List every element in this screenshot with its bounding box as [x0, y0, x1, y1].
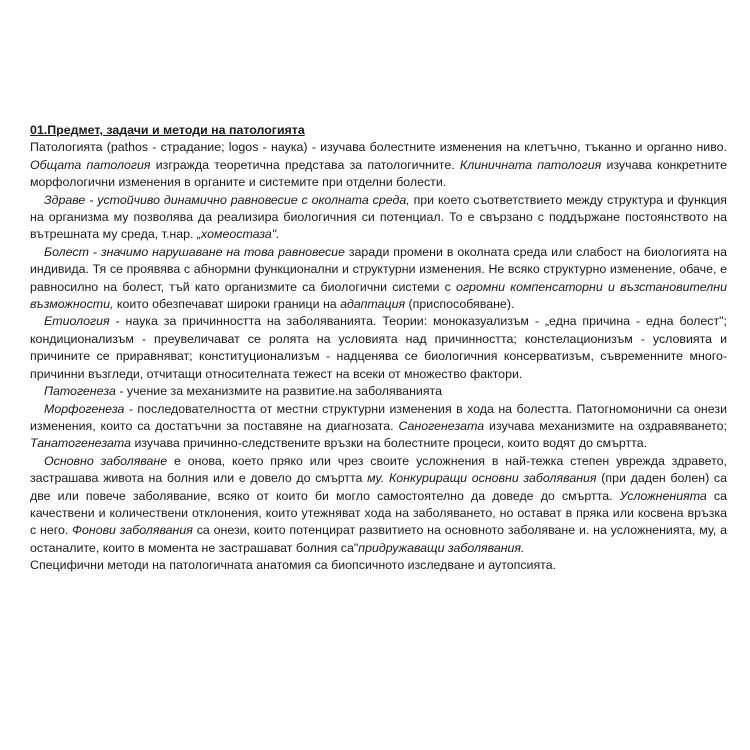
text-run: са качествени и количествени отклонения, които утежняват хода на заболяването, но остават в пряка или косвена връзка с него.: [30, 488, 727, 538]
document-page: [30, 122, 727, 575]
paragraph: [30, 244, 727, 314]
paragraph: [30, 192, 727, 244]
text-run: които обезпечават широки граници на: [113, 297, 341, 312]
text-run: е онова, което пряко или чрез своите усложнения в най-тежка степен уврежда здравето, застрашава живота на болния или е довело до смъртта: [30, 453, 727, 486]
italic-term: Клиничната патология: [459, 157, 602, 172]
italic-term: Патогенеза: [44, 384, 116, 399]
paragraph: [30, 313, 727, 383]
text-run: Патологията (pathos - страдание; logos - наука) - изучава болестните изменения на клетъчно, тъканно и органно ниво.: [30, 140, 727, 155]
text-run: заради промени в околната среда или слабост на биологията на индивида. Тя се проявява с абнормни функционални и структурни изменения. Не всяко структурно изменение, обаче, е равносилно на болест, тъй като организмите са биологични системи с: [30, 244, 727, 294]
italic-term: Етиология: [44, 314, 110, 329]
text-run: изучава механизмите на оздравяването;: [484, 418, 727, 433]
italic-term: адаптация: [340, 297, 406, 312]
paragraph: [30, 453, 727, 557]
text-run: изучава причинно-следствените връзки на болестните процеси, които водят до смъртта.: [131, 436, 648, 451]
text-run: (при даден болен) са две или повече заболявание, всяко от които би могло самостоятелно да доведе до смъртта.: [30, 471, 727, 503]
italic-term: Фонови заболявания: [72, 523, 193, 538]
text-run: - последователността от местни структурни изменения в хода на болестта. Патогномонични са онези изменения, които са достатъчни за поставяне на диагнозата.: [30, 401, 727, 433]
italic-term: „хомеостаза".: [196, 227, 280, 242]
italic-term: Усложненията: [619, 488, 707, 503]
italic-term: Саногенезата: [398, 418, 485, 433]
text-run: при което съответствието между структура и функция на организма му позволява да реализира биологичния си потенциал. То е свързано с поддържане постоянството на вътрешната му среда, т.нар.: [30, 192, 727, 242]
italic-term: Танатогенезата: [30, 436, 131, 451]
text-run: Специфични методи на патологичната анатомия са биопсичното изследване и аутопсията.: [30, 558, 557, 573]
italic-term: Болест - значимо нарушаване на това равновесие: [44, 244, 345, 259]
italic-term: Основно заболяване: [44, 453, 168, 468]
document-title: 01.Предмет, задачи и методи на патологията: [30, 123, 305, 137]
paragraph: [30, 557, 727, 574]
paragraph: [30, 383, 727, 400]
text-run: - учение за механизмите на развитие.на заболяванията: [115, 384, 442, 399]
italic-term: Здраве - устойчиво динамично равновесие с околната среда,: [44, 192, 410, 207]
text-run: - наука за причинността на заболяванията. Теории: моноказуализъм - „една причина - една болест"; кондиционализъм - преувеличават се ролята на условията над причинността; констелационизъм - условията и причините се приравняват; конституционализъм - надценява се биологичния консерватизъм, съвременните много-причинни възгледи, отчитащи относителната тежест на всеки от множество фактори.: [30, 314, 727, 381]
text-run: са онези, които потенцират развитието на основното заболяване и. на усложненията, му, а останалите, които в момента не застрашават болния са": [30, 523, 727, 555]
text-run: изучава конкретните морфологични изменения в органите и системите при отделни болести.: [30, 157, 727, 190]
italic-term: огромни компенсаторни и възстановителни възможности,: [30, 279, 727, 312]
paragraph: [30, 139, 727, 191]
paragraph: [30, 401, 727, 453]
italic-term: Общата патология: [30, 157, 151, 172]
italic-term: му. Конкуриращи основни заболявания: [367, 471, 597, 486]
text-run: (приспособяване).: [405, 297, 515, 312]
document-body: [30, 139, 727, 574]
italic-term: Морфогенеза: [44, 401, 125, 416]
text-run: изгражда теоретична представа за патологичните.: [150, 157, 460, 172]
italic-term: придружаващи заболявания.: [358, 540, 525, 555]
